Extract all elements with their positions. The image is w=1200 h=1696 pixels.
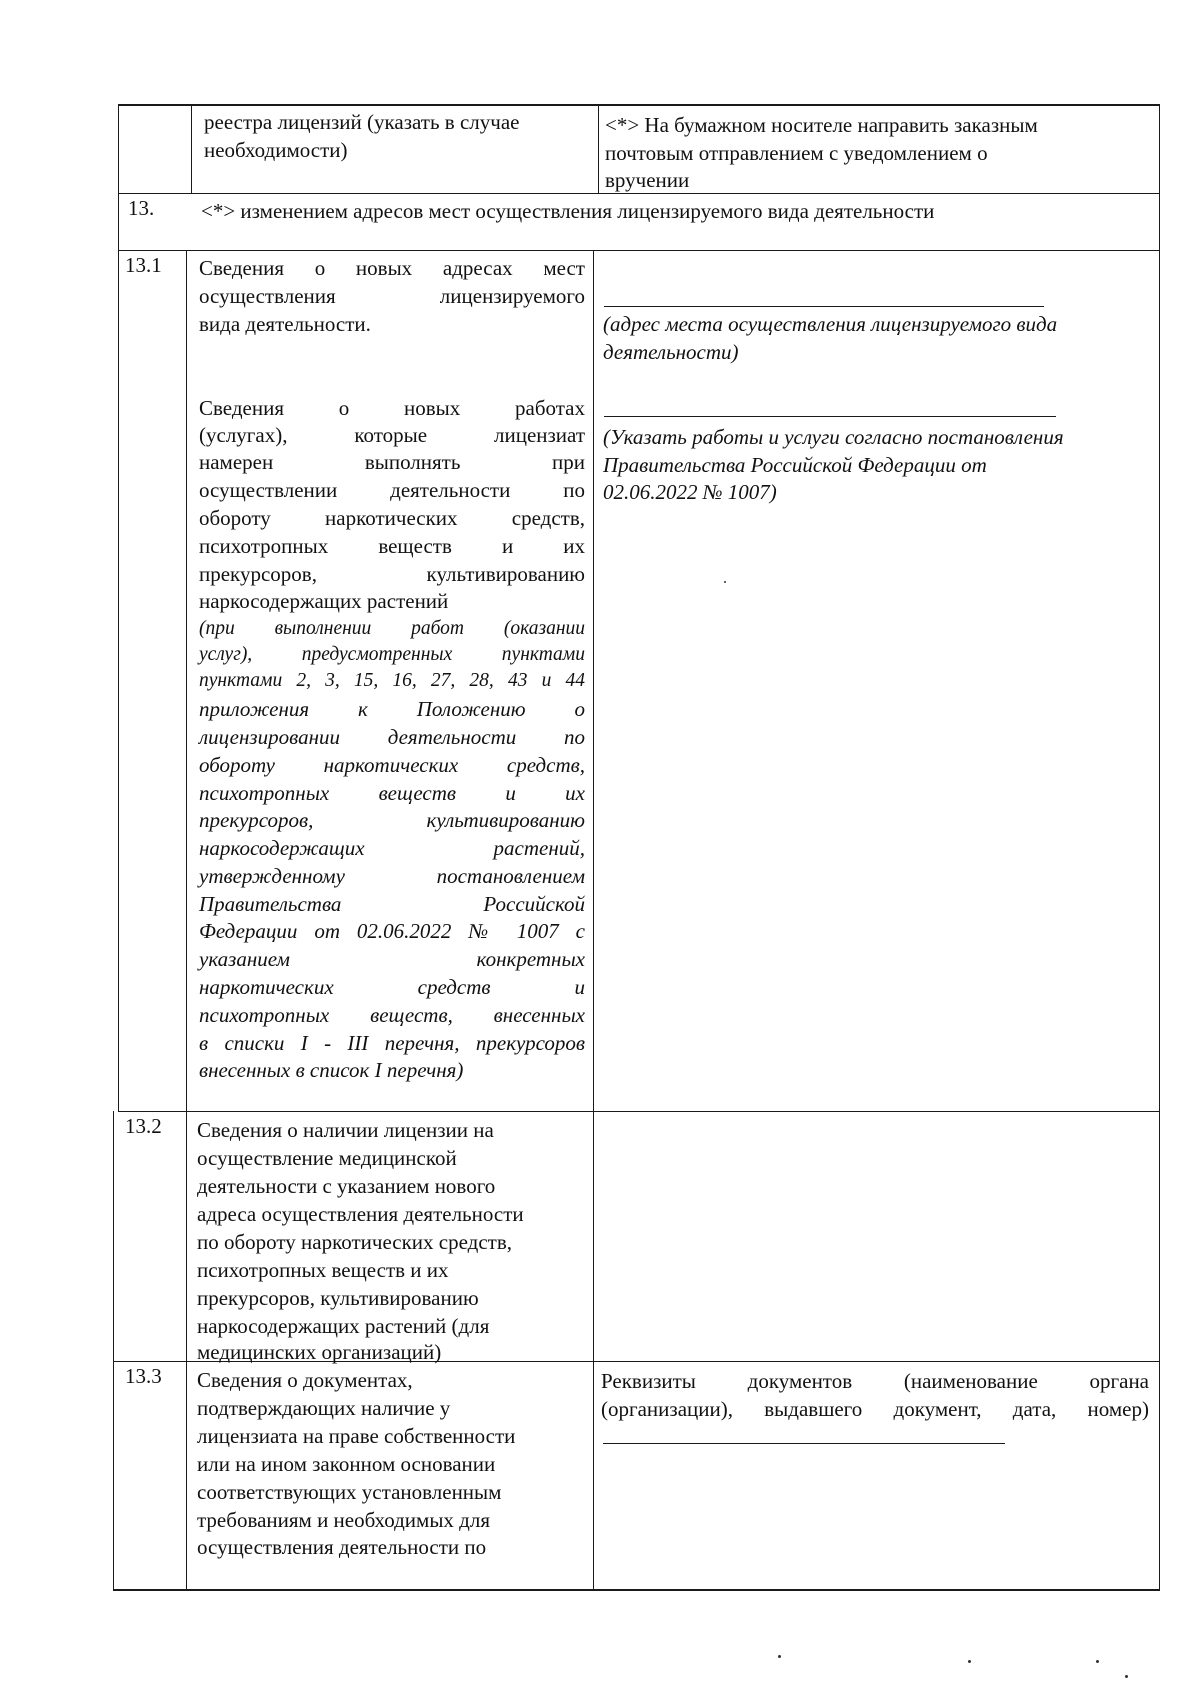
r13-3-line-3: лицензиата на праве собственности [197,1424,516,1448]
r13-2-line-2: осуществление медицинской [197,1146,457,1170]
r13-1-note-line-6: обороту наркотических средств, [199,753,585,777]
r13-1-note-line-17: внесенных в список I перечня) [199,1058,464,1082]
r13-1-part2-line-3: намерен выполнять при [199,450,585,474]
r13-1-note-line-5: лицензировании деятельности по [199,725,585,749]
r13-2-line-3: деятельности с указанием нового [197,1174,496,1198]
r13-1-part2-line-5: обороту наркотических средств, [199,506,585,530]
r13-1-part1-line-2: осуществления лицензируемого [199,284,585,308]
r13-3-line-5: соответствующих установленным [197,1480,502,1504]
scan-speck [968,1660,971,1663]
r13-1-note-line-16: в списки I - III перечня, прекурсоров [199,1031,585,1055]
r13-2-line-1: Сведения о наличии лицензии на [197,1118,494,1142]
r13-2-line-4: адреса осуществления деятельности [197,1202,524,1226]
r13-1-note-line-15: психотропных веществ, внесенных [199,1003,585,1027]
works-fill-line [604,416,1056,417]
address-hint-line-1: (адрес места осуществления лицензируемого вида [603,312,1058,336]
address-fill-line [604,306,1044,307]
cont-col3-line-1: <*> На бумажном носителе направить заказным [605,113,1038,137]
r13-1-note-line-7: психотропных веществ и их [199,781,585,805]
r13-3-line-2: подтверждающих наличие у [197,1396,451,1420]
row-divider-13-bottom [118,250,1160,251]
r13-2-line-6: психотропных веществ и их [197,1258,449,1282]
table-border-right [1159,104,1160,1591]
r13-1-note-line-9: наркосодержащих растений, [199,836,585,860]
r13-1-part1-line-3: вида деятельности. [199,312,371,336]
r13-1-note-line-8: прекурсоров, культивированию [199,808,585,832]
row-divider-13-1-bottom [118,1111,1160,1112]
r13-1-part2-line-4: осуществлении деятельности по [199,478,585,502]
r13-3-line-4: или на ином законном основании [197,1452,496,1476]
r13-1-part2-line-1: Сведения о новых работах [199,396,585,420]
r13-3-line-7: осуществления деятельности по [197,1535,487,1559]
table-border-bottom [113,1589,1160,1591]
r13-1-note-line-3: пунктами 2, 3, 15, 16, 27, 28, 43 и 44 [199,670,585,691]
table-border-top [118,104,1160,106]
row-number-13-2: 13.2 [125,1114,162,1138]
r13-1-note-line-4: приложения к Положению о [199,697,585,721]
r13-1-part2-line-2: (услугах), которые лицензиат [199,423,585,447]
column-divider-2-lower [593,250,594,1591]
scan-speck [778,1655,781,1658]
address-hint-line-2: деятельности) [603,340,739,364]
r13-1-part2-line-8: наркосодержащих растений [199,589,449,613]
r13-1-note-line-12: Федерации от 02.06.2022 № 1007 с [199,919,585,943]
column-divider-1-upper [191,104,192,194]
row-number-13-3: 13.3 [125,1364,162,1388]
scan-speck [1096,1660,1099,1663]
scan-speck [724,581,726,583]
r13-1-note-line-10: утвержденному постановлением [199,864,585,888]
requisites-fill-line [603,1443,1005,1444]
row-13-heading: <*> изменением адресов мест осуществления лицензируемого вида деятельности [201,199,935,223]
r13-1-note-line-14: наркотических средств и [199,975,585,999]
table-border-left-lower [113,1111,114,1591]
r13-2-line-7: прекурсоров, культивированию [197,1286,479,1310]
cont-col3-line-3: вручении [605,168,690,192]
cont-col2-line-2: необходимости) [204,138,348,162]
cont-col3-line-2: почтовым отправлением с уведомлением о [605,141,988,165]
r13-3-line-6: требованиям и необходимых для [197,1508,490,1532]
r13-1-note-line-11: Правительства Российской [199,892,585,916]
scan-speck [1125,1675,1128,1678]
r13-1-note-line-2: услуг), предусмотренных пунктами [199,644,585,665]
row-number-13-1: 13.1 [125,253,162,277]
row-number-13: 13. [128,196,155,220]
r13-2-line-5: по обороту наркотических средств, [197,1230,513,1254]
column-divider-2-upper [598,104,599,194]
r13-1-note-line-13: указанием конкретных [199,947,585,971]
cont-col2-line-1: реестра лицензий (указать в случае [204,110,520,134]
table-border-left-upper [118,104,119,1112]
r13-3-line-1: Сведения о документах, [197,1368,413,1392]
r13-2-line-9: медицинских организаций) [197,1340,442,1364]
works-hint-line-2: Правительства Российской Федерации от [603,453,987,477]
r13-3-col3-line-2: (организации), выдавшего документ, дата, номер) [601,1397,1149,1421]
works-hint-line-1: (Указать работы и услуги согласно постановления [603,425,1064,449]
r13-2-line-8: наркосодержащих растений (для [197,1314,490,1338]
r13-1-note-line-1: (при выполнении работ (оказании [199,618,585,639]
r13-3-col3-line-1: Реквизиты документов (наименование органа [601,1369,1149,1393]
r13-1-part2-line-6: психотропных веществ и их [199,534,585,558]
r13-1-part2-line-7: прекурсоров, культивированию [199,562,585,586]
works-hint-line-3: 02.06.2022 № 1007) [603,480,777,504]
column-divider-1-lower [186,250,187,1591]
r13-1-part1-line-1: Сведения о новых адресах мест [199,256,585,280]
